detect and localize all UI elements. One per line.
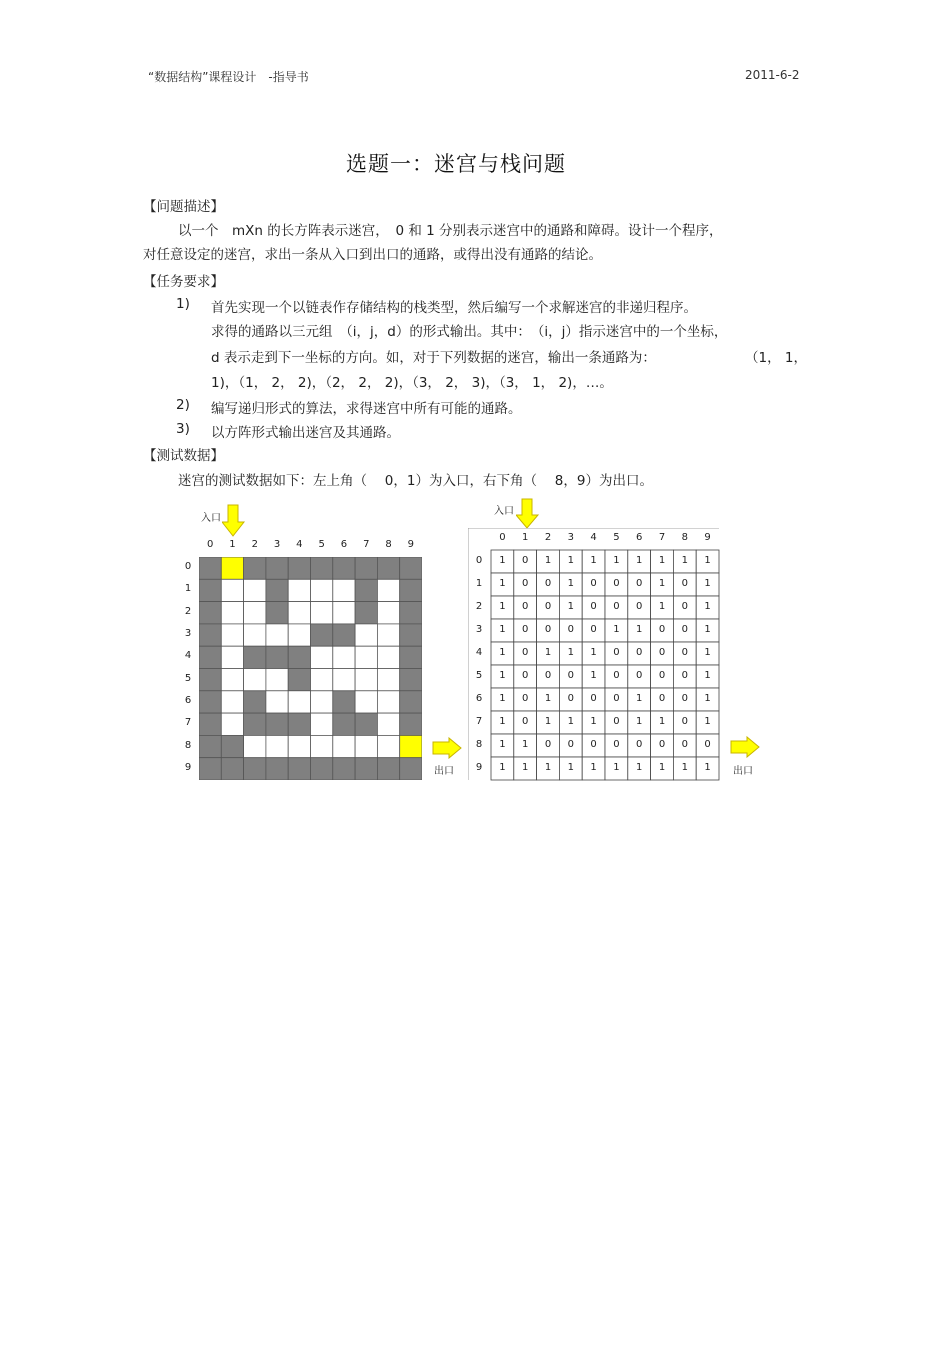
matrix-value-6-4: 0: [590, 692, 597, 704]
right-row-tick-6: 6: [475, 692, 483, 704]
matrix-value-2-2: 0: [544, 600, 552, 612]
left-exit-label: 出口: [434, 766, 454, 777]
matrix-value-6-3: 0: [567, 692, 574, 704]
maze-cell-7-7: [355, 713, 377, 735]
maze-cell-7-9: [400, 713, 422, 735]
problem-line-1: 以一个 mXn 的长方阵表示迷宫， 0 和 1 分别表示迷宫中的通路和障碍。设计一个程序，: [178, 223, 723, 239]
maze-cell-2-8: [377, 602, 399, 624]
left-col-tick-1: 1: [229, 539, 236, 550]
maze-cell-9-9: [400, 758, 422, 780]
maze-cell-2-5: [311, 602, 333, 624]
matrix-value-4-6: 0: [636, 646, 643, 658]
matrix-value-2-6: 0: [636, 600, 643, 612]
right-col-tick-7: 7: [658, 532, 666, 543]
maze-cell-9-2: [244, 758, 266, 780]
matrix-value-9-9: 1: [704, 761, 711, 773]
maze-cell-9-5: [311, 758, 333, 780]
matrix-value-3-7: 0: [658, 623, 666, 635]
left-entry-label: 入口: [201, 513, 221, 524]
maze-cell-9-4: [288, 758, 310, 780]
matrix-value-1-1: 0: [522, 577, 529, 589]
maze-cell-6-7: [355, 691, 377, 713]
task-1-line-3-tail: （1， 1，: [745, 350, 807, 366]
matrix-value-3-4: 0: [590, 623, 597, 635]
maze-cell-3-1: [221, 624, 243, 646]
maze-cell-4-4: [288, 646, 310, 668]
matrix-value-0-6: 1: [636, 554, 643, 566]
matrix-value-2-9: 1: [704, 600, 711, 612]
maze-cell-1-4: [288, 579, 310, 601]
matrix-value-7-5: 0: [613, 715, 620, 727]
matrix-value-5-5: 0: [613, 669, 620, 681]
maze-cell-0-3: [266, 557, 288, 579]
maze-cell-9-8: [377, 758, 399, 780]
maze-cell-2-1: [221, 602, 243, 624]
left-row-tick-7: 7: [184, 717, 192, 729]
matrix-value-8-8: 0: [681, 738, 688, 750]
right-col-tick-8: 8: [681, 532, 688, 543]
maze-cell-3-5: [311, 624, 333, 646]
maze-cell-5-2: [244, 669, 266, 691]
matrix-value-8-0: 1: [499, 738, 506, 750]
maze-cell-6-8: [377, 691, 399, 713]
maze-cell-6-2: [244, 691, 266, 713]
left-row-tick-2: 2: [184, 605, 192, 617]
right-col-tick-1: 1: [522, 532, 529, 543]
maze-cell-4-9: [400, 646, 422, 668]
maze-cell-9-0: [199, 758, 221, 780]
matrix-value-1-6: 0: [636, 577, 643, 589]
maze-cell-9-3: [266, 758, 288, 780]
maze-cell-6-0: [199, 691, 221, 713]
maze-cell-9-7: [355, 758, 377, 780]
maze-cell-8-7: [355, 735, 377, 757]
matrix-value-3-1: 0: [522, 623, 529, 635]
maze-cell-7-5: [311, 713, 333, 735]
task-2-number: 2): [176, 397, 190, 413]
maze-cell-7-4: [288, 713, 310, 735]
problem-heading: 【问题描述】: [143, 199, 224, 215]
matrix-value-4-3: 1: [567, 646, 574, 658]
maze-cell-8-8: [377, 735, 399, 757]
matrix-value-0-1: 0: [522, 554, 529, 566]
matrix-value-9-8: 1: [681, 761, 688, 773]
matrix-value-1-3: 1: [567, 577, 574, 589]
right-row-tick-2: 2: [475, 600, 483, 612]
matrix-value-5-9: 1: [704, 669, 711, 681]
matrix-value-7-2: 1: [544, 715, 552, 727]
maze-cell-1-5: [311, 579, 333, 601]
matrix-value-5-1: 0: [522, 669, 529, 681]
maze-cell-0-6: [333, 557, 355, 579]
task-1-line-3: d 表示走到下一坐标的方向。如，对于下列数据的迷宫，输出一条通路为：: [211, 350, 656, 366]
left-row-tick-6: 6: [184, 694, 192, 706]
matrix-value-2-3: 1: [567, 600, 574, 612]
matrix-value-6-8: 0: [681, 692, 688, 704]
right-entry-arrow-icon: [516, 498, 540, 530]
matrix-value-3-8: 0: [681, 623, 688, 635]
right-col-tick-3: 3: [567, 532, 574, 543]
maze-cell-5-6: [333, 669, 355, 691]
matrix-value-2-5: 0: [613, 600, 620, 612]
right-row-tick-0: 0: [475, 554, 483, 566]
matrix-value-8-7: 0: [658, 738, 666, 750]
left-row-tick-9: 9: [184, 761, 192, 773]
maze-cell-4-5: [311, 646, 333, 668]
maze-cell-5-3: [266, 669, 288, 691]
maze-cell-0-5: [311, 557, 333, 579]
matrix-value-1-8: 0: [681, 577, 688, 589]
right-exit-label: 出口: [733, 766, 753, 777]
matrix-value-1-2: 0: [544, 577, 552, 589]
matrix-value-9-0: 1: [499, 761, 506, 773]
matrix-value-4-4: 1: [590, 646, 597, 658]
maze-cell-2-0: [199, 602, 221, 624]
matrix-value-4-1: 0: [522, 646, 529, 658]
matrix-value-9-6: 1: [636, 761, 643, 773]
left-col-tick-2: 2: [251, 539, 258, 550]
matrix-value-2-4: 0: [590, 600, 597, 612]
matrix-value-6-7: 0: [658, 692, 666, 704]
maze-cell-0-0: [199, 557, 221, 579]
matrix-value-5-6: 0: [636, 669, 643, 681]
matrix-value-3-3: 0: [567, 623, 574, 635]
maze-cell-5-0: [199, 669, 221, 691]
right-row-tick-5: 5: [475, 669, 483, 681]
maze-cell-4-7: [355, 646, 377, 668]
maze-cell-6-9: [400, 691, 422, 713]
right-col-tick-0: 0: [499, 532, 506, 543]
matrix-value-3-0: 1: [499, 623, 506, 635]
maze-cell-7-1: [221, 713, 243, 735]
data-heading: 【测试数据】: [143, 448, 224, 464]
maze-cell-5-5: [311, 669, 333, 691]
maze-cell-3-9: [400, 624, 422, 646]
maze-cell-9-6: [333, 758, 355, 780]
matrix-value-1-0: 1: [499, 577, 506, 589]
matrix-value-7-4: 1: [590, 715, 597, 727]
maze-cell-5-9: [400, 669, 422, 691]
matrix-value-4-9: 1: [704, 646, 711, 658]
matrix-value-5-3: 0: [567, 669, 574, 681]
matrix-value-0-8: 1: [681, 554, 688, 566]
maze-cell-8-1: [221, 735, 243, 757]
problem-line-2: 对任意设定的迷宫，求出一条从入口到出口的通路，或得出没有通路的结论。: [143, 247, 602, 263]
matrix-value-4-0: 1: [499, 646, 506, 658]
maze-cell-6-4: [288, 691, 310, 713]
matrix-value-0-2: 1: [544, 554, 552, 566]
matrix-value-9-5: 1: [613, 761, 620, 773]
matrix-value-0-7: 1: [658, 554, 666, 566]
left-col-tick-3: 3: [273, 539, 281, 550]
left-col-tick-6: 6: [340, 539, 348, 550]
maze-cell-0-7: [355, 557, 377, 579]
matrix-value-0-0: 1: [499, 554, 506, 566]
left-row-tick-5: 5: [184, 672, 192, 684]
left-col-tick-5: 5: [318, 539, 325, 550]
task-1-line-4: 1)，（1， 2， 2)，（2， 2， 2)，（3， 2， 3)，（3， 1， 2)，…。: [211, 375, 613, 391]
maze-cell-5-7: [355, 669, 377, 691]
left-row-tick-0: 0: [184, 561, 192, 573]
maze-cell-3-4: [288, 624, 310, 646]
maze-cell-4-0: [199, 646, 221, 668]
maze-cell-1-3: [266, 579, 288, 601]
matrix-value-2-0: 1: [499, 600, 506, 612]
maze-cell-6-1: [221, 691, 243, 713]
maze-cell-8-9: [400, 735, 422, 757]
task-1-number: 1): [176, 296, 190, 312]
matrix-value-2-1: 0: [522, 600, 529, 612]
matrix-value-8-4: 0: [590, 738, 597, 750]
matrix-value-9-1: 1: [522, 761, 529, 773]
maze-cell-8-5: [311, 735, 333, 757]
maze-cell-7-0: [199, 713, 221, 735]
maze-cell-1-2: [244, 579, 266, 601]
data-line: 迷宫的测试数据如下：左上角（ 0，1）为入口，右下角（ 8，9）为出口。: [178, 473, 653, 489]
right-col-tick-9: 9: [704, 532, 711, 543]
right-entry-label: 入口: [494, 506, 514, 517]
matrix-value-4-2: 1: [544, 646, 552, 658]
maze-cell-3-8: [377, 624, 399, 646]
maze-cell-0-8: [377, 557, 399, 579]
matrix-value-3-5: 1: [613, 623, 620, 635]
left-col-tick-4: 4: [296, 539, 303, 550]
right-row-tick-4: 4: [475, 646, 483, 658]
task-3-text: 以方阵形式输出迷宫及其通路。: [211, 425, 400, 441]
matrix-value-8-5: 0: [613, 738, 620, 750]
matrix-value-0-3: 1: [567, 554, 574, 566]
matrix-value-5-0: 1: [499, 669, 506, 681]
matrix-value-7-3: 1: [567, 715, 574, 727]
matrix-value-6-6: 1: [636, 692, 643, 704]
matrix-value-6-1: 0: [522, 692, 529, 704]
maze-cell-6-5: [311, 691, 333, 713]
left-exit-arrow-icon: [432, 737, 462, 759]
maze-cell-5-4: [288, 669, 310, 691]
maze-grid: [199, 557, 422, 780]
matrix-value-2-7: 1: [658, 600, 666, 612]
maze-cell-9-1: [221, 758, 243, 780]
maze-cell-1-8: [377, 579, 399, 601]
maze-cell-2-4: [288, 602, 310, 624]
matrix-value-7-7: 1: [658, 715, 666, 727]
matrix-value-1-9: 1: [704, 577, 711, 589]
matrix-value-7-1: 0: [522, 715, 529, 727]
maze-cell-7-3: [266, 713, 288, 735]
right-row-tick-9: 9: [475, 761, 483, 773]
matrix-value-7-9: 1: [704, 715, 711, 727]
maze-cell-1-1: [221, 579, 243, 601]
matrix-value-0-9: 1: [704, 554, 711, 566]
maze-cell-8-4: [288, 735, 310, 757]
matrix-value-9-7: 1: [658, 761, 666, 773]
maze-cell-2-9: [400, 602, 422, 624]
left-entry-arrow-icon: [222, 504, 246, 538]
matrix-value-3-6: 1: [636, 623, 643, 635]
left-col-tick-9: 9: [407, 539, 415, 550]
matrix-value-5-8: 0: [681, 669, 688, 681]
matrix-value-9-3: 1: [567, 761, 574, 773]
left-row-tick-1: 1: [184, 583, 192, 595]
maze-cell-8-0: [199, 735, 221, 757]
left-col-tick-0: 0: [206, 539, 214, 550]
matrix-value-8-3: 0: [567, 738, 574, 750]
maze-cell-7-6: [333, 713, 355, 735]
right-row-tick-7: 7: [475, 715, 483, 727]
matrix-value-1-5: 0: [613, 577, 620, 589]
matrix-value-3-2: 0: [544, 623, 552, 635]
maze-cell-4-6: [333, 646, 355, 668]
maze-cell-3-7: [355, 624, 377, 646]
maze-cell-2-6: [333, 602, 355, 624]
right-col-tick-4: 4: [590, 532, 597, 543]
maze-cell-8-2: [244, 735, 266, 757]
matrix-value-8-1: 1: [522, 738, 529, 750]
matrix-value-8-6: 0: [636, 738, 643, 750]
task-2-text: 编写递归形式的算法，求得迷宫中所有可能的通路。: [211, 401, 522, 417]
maze-cell-6-3: [266, 691, 288, 713]
maze-cell-8-6: [333, 735, 355, 757]
maze-cell-0-4: [288, 557, 310, 579]
header-date: 2011-6-2: [745, 68, 800, 82]
matrix-value-6-5: 0: [613, 692, 620, 704]
maze-cell-2-3: [266, 602, 288, 624]
right-row-tick-3: 3: [475, 623, 483, 635]
maze-cell-4-1: [221, 646, 243, 668]
matrix-value-0-4: 1: [590, 554, 597, 566]
maze-cell-3-3: [266, 624, 288, 646]
matrix-value-5-2: 0: [544, 669, 552, 681]
left-row-tick-4: 4: [184, 650, 192, 662]
matrix-value-9-2: 1: [544, 761, 552, 773]
matrix-value-4-7: 0: [658, 646, 666, 658]
maze-cell-4-8: [377, 646, 399, 668]
matrix-value-2-8: 0: [681, 600, 688, 612]
matrix-value-7-6: 1: [636, 715, 643, 727]
matrix-value-4-5: 0: [613, 646, 620, 658]
task-1-line-2: 求得的通路以三元组 （i，j，d）的形式输出。其中： （i，j）指示迷宫中的一个坐标，: [211, 324, 728, 340]
task-1-line-1: 首先实现一个以链表作存储结构的栈类型，然后编写一个求解迷宫的非递归程序。: [211, 300, 697, 316]
maze-cell-1-6: [333, 579, 355, 601]
maze-cell-0-2: [244, 557, 266, 579]
matrix-value-8-2: 0: [544, 738, 552, 750]
matrix-value-5-7: 0: [658, 669, 666, 681]
header-left: “数据结构”课程设计 -指导书: [148, 70, 309, 84]
left-col-tick-8: 8: [385, 539, 392, 550]
maze-cell-4-3: [266, 646, 288, 668]
right-exit-arrow-icon: [730, 736, 760, 758]
maze-cell-3-6: [333, 624, 355, 646]
right-col-tick-2: 2: [544, 532, 552, 543]
left-col-tick-7: 7: [363, 539, 370, 550]
matrix-value-0-5: 1: [613, 554, 620, 566]
maze-cell-3-2: [244, 624, 266, 646]
matrix-value-7-0: 1: [499, 715, 506, 727]
maze-cell-1-9: [400, 579, 422, 601]
maze-cell-2-7: [355, 602, 377, 624]
right-row-tick-1: 1: [475, 577, 483, 589]
maze-cell-8-3: [266, 735, 288, 757]
maze-cell-3-0: [199, 624, 221, 646]
matrix-value-8-9: 0: [704, 738, 711, 750]
maze-cell-5-1: [221, 669, 243, 691]
matrix-value-6-2: 1: [544, 692, 552, 704]
maze-cell-7-8: [377, 713, 399, 735]
maze-cell-0-1: [221, 557, 243, 579]
maze-cell-4-2: [244, 646, 266, 668]
matrix-value-9-4: 1: [590, 761, 597, 773]
maze-cell-7-2: [244, 713, 266, 735]
page-title: 选题一：迷宫与栈问题: [346, 152, 566, 176]
matrix-value-7-8: 0: [681, 715, 688, 727]
matrix-value-3-9: 1: [704, 623, 711, 635]
matrix-value-5-4: 1: [590, 669, 597, 681]
maze-cell-2-2: [244, 602, 266, 624]
left-row-tick-3: 3: [184, 628, 192, 640]
maze-cell-1-0: [199, 579, 221, 601]
matrix-value-1-4: 0: [590, 577, 597, 589]
maze-cell-5-8: [377, 669, 399, 691]
task-3-number: 3): [176, 421, 190, 437]
right-col-tick-5: 5: [613, 532, 620, 543]
maze-cell-1-7: [355, 579, 377, 601]
left-row-tick-8: 8: [184, 739, 192, 751]
matrix-value-6-9: 1: [704, 692, 711, 704]
task-heading: 【任务要求】: [143, 274, 224, 290]
matrix-value-6-0: 1: [499, 692, 506, 704]
maze-cell-0-9: [400, 557, 422, 579]
matrix-value-1-7: 1: [658, 577, 666, 589]
maze-cell-6-6: [333, 691, 355, 713]
right-row-tick-8: 8: [475, 738, 483, 750]
right-col-tick-6: 6: [636, 532, 643, 543]
matrix-value-4-8: 0: [681, 646, 688, 658]
